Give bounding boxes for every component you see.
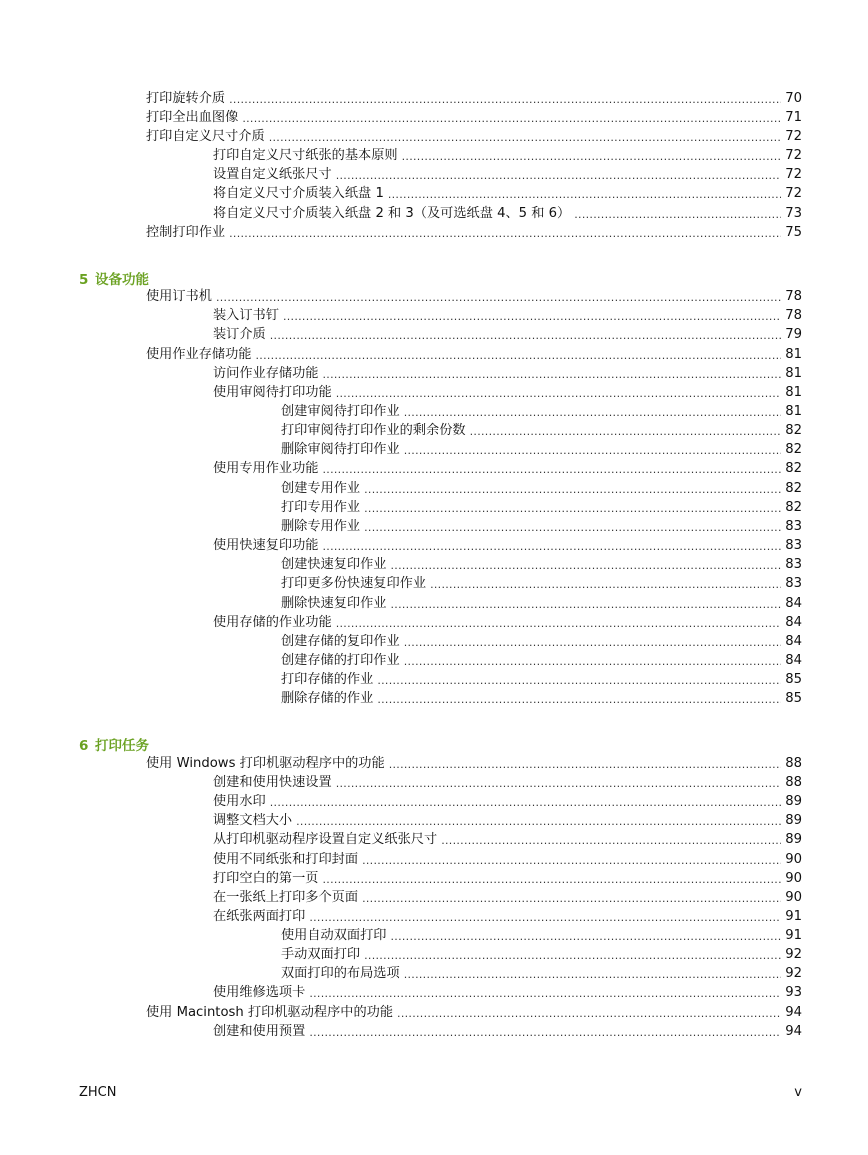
toc-entry-title: 在纸张两面打印 [213, 909, 306, 924]
toc-entry-page: 78 [785, 289, 802, 304]
toc-leader [296, 815, 781, 829]
toc-entry-page: 81 [785, 385, 802, 400]
toc-entry-title: 打印旋转介质 [146, 91, 226, 106]
toc-entry-title: 使用不同纸张和打印封面 [213, 852, 359, 867]
toc-entry-title: 从打印机驱动程序设置自定义纸张尺寸 [213, 832, 438, 847]
toc-entry-page: 72 [785, 148, 802, 163]
toc-leader [336, 777, 782, 791]
toc-entry-title: 使用水印 [213, 794, 266, 809]
toc-entry-title: 创建快速复印作业 [281, 557, 387, 572]
toc-entry[interactable] [281, 963, 802, 982]
toc-entry-page: 89 [785, 794, 802, 809]
toc-entry-title: 使用维修选项卡 [213, 985, 306, 1000]
toc-entry[interactable] [281, 944, 802, 963]
toc-leader [309, 1026, 781, 1040]
toc-entry-page: 72 [785, 129, 802, 144]
toc-entry-title: 删除存储的作业 [281, 691, 374, 706]
footer-page-number: v [794, 1085, 802, 1100]
toc-entry-page: 70 [785, 91, 802, 106]
toc-entry-title: 访问作业存储功能 [213, 366, 319, 381]
toc-entry-title: 删除专用作业 [281, 519, 361, 534]
toc-leader [270, 796, 781, 810]
toc-entry-title: 使用快速复印功能 [213, 538, 319, 553]
toc-entry-title: 设置自定义纸张尺寸 [213, 167, 332, 182]
toc-leader [362, 892, 781, 906]
toc-entry[interactable] [213, 535, 802, 554]
toc-entry-page: 94 [785, 1005, 802, 1020]
toc-entry-title: 双面打印的布局选项 [281, 966, 400, 981]
toc-entry-page: 72 [785, 186, 802, 201]
toc-entry[interactable] [213, 458, 802, 477]
toc-entry-page: 72 [785, 167, 802, 182]
toc-leader [441, 834, 781, 848]
toc-entry[interactable] [281, 573, 802, 592]
toc-entry-page: 75 [785, 225, 802, 240]
toc-entry-page: 92 [785, 947, 802, 962]
toc-leader [216, 291, 781, 305]
toc-entry-title: 调整文档大小 [213, 813, 293, 828]
toc-leader [402, 150, 782, 164]
toc-entry[interactable] [213, 183, 802, 202]
toc-entry-page: 90 [785, 852, 802, 867]
toc-entry-title: 打印空白的第一页 [213, 871, 319, 886]
toc-entry-page: 90 [785, 890, 802, 905]
toc-entry[interactable] [146, 126, 802, 145]
toc-entry[interactable] [213, 849, 802, 868]
toc-leader [430, 578, 781, 592]
toc-leader [404, 444, 782, 458]
toc-leader [391, 559, 782, 573]
toc-entry[interactable] [281, 420, 802, 439]
section-number: 5 [79, 272, 89, 288]
toc-entry-title: 使用自动双面打印 [281, 928, 387, 943]
toc-entry[interactable] [146, 222, 802, 241]
toc-entry-page: 73 [785, 206, 802, 221]
toc-entry[interactable] [281, 688, 802, 707]
toc-entry-page: 84 [785, 634, 802, 649]
toc-entry-title: 将自定义尺寸介质装入纸盘 1 [213, 186, 384, 201]
toc-entry[interactable] [213, 829, 802, 848]
toc-entry-title: 删除审阅待打印作业 [281, 442, 400, 457]
toc-entry-title: 打印存储的作业 [281, 672, 374, 687]
toc-entry-page: 90 [785, 871, 802, 886]
toc-entry-page: 88 [785, 756, 802, 771]
toc-entry-page: 83 [785, 519, 802, 534]
toc-leader [389, 758, 782, 772]
toc-entry[interactable] [213, 382, 802, 401]
toc-entry-title: 使用作业存储功能 [146, 347, 252, 362]
toc-entry[interactable] [281, 631, 802, 650]
toc-entry-title: 创建专用作业 [281, 481, 361, 496]
toc-leader [391, 598, 782, 612]
section-title: 设备功能 [95, 272, 149, 288]
toc-entry-title: 创建存储的复印作业 [281, 634, 400, 649]
section-heading-5[interactable] [79, 268, 149, 288]
toc-entry-title: 使用订书机 [146, 289, 212, 304]
toc-entry[interactable] [213, 810, 802, 829]
toc-entry-page: 83 [785, 576, 802, 591]
toc-entry-page: 79 [785, 327, 802, 342]
toc-entry[interactable] [281, 669, 802, 688]
toc-leader [323, 540, 782, 554]
toc-entry-title: 使用存储的作业功能 [213, 615, 332, 630]
toc-entry[interactable] [146, 107, 802, 126]
toc-entry-title: 删除快速复印作业 [281, 596, 387, 611]
toc-leader [323, 463, 782, 477]
toc-entry-title: 控制打印作业 [146, 225, 226, 240]
toc-entry-page: 91 [785, 909, 802, 924]
toc-entry[interactable] [281, 593, 802, 612]
toc-entry[interactable] [213, 363, 802, 382]
toc-entry[interactable] [213, 145, 802, 164]
toc-leader [256, 349, 782, 363]
toc-entry[interactable] [146, 88, 802, 107]
toc-entry-page: 89 [785, 813, 802, 828]
toc-entry-title: 在一张纸上打印多个页面 [213, 890, 359, 905]
toc-entry[interactable] [281, 401, 802, 420]
toc-entry-page: 82 [785, 461, 802, 476]
toc-entry-title: 打印自定义尺寸介质 [146, 129, 265, 144]
footer-language-code: ZHCN [79, 1085, 117, 1100]
toc-entry-page: 82 [785, 481, 802, 496]
toc-entry-title: 将自定义尺寸介质装入纸盘 2 和 3（及可选纸盘 4、5 和 6） [213, 206, 571, 221]
toc-leader [269, 131, 782, 145]
toc-entry[interactable] [213, 791, 802, 810]
toc-entry-page: 78 [785, 308, 802, 323]
toc-leader [391, 930, 782, 944]
toc-entry[interactable] [213, 305, 802, 324]
toc-entry[interactable] [213, 868, 802, 887]
toc-leader [364, 502, 781, 516]
toc-entry-title: 使用专用作业功能 [213, 461, 319, 476]
toc-leader [404, 406, 782, 420]
toc-entry-title: 打印审阅待打印作业的剩余份数 [281, 423, 466, 438]
toc-entry-page: 84 [785, 615, 802, 630]
toc-entry-page: 81 [785, 404, 802, 419]
toc-entry-title: 使用 Windows 打印机驱动程序中的功能 [146, 756, 385, 771]
toc-leader [336, 617, 782, 631]
toc-entry[interactable] [281, 439, 802, 458]
toc-entry-title: 使用审阅待打印功能 [213, 385, 332, 400]
toc-entry[interactable] [213, 982, 802, 1001]
toc-entry-page: 91 [785, 928, 802, 943]
toc-entry-title: 打印专用作业 [281, 500, 361, 515]
toc-entry[interactable] [281, 497, 802, 516]
toc-entry[interactable] [281, 554, 802, 573]
toc-entry-title: 打印自定义尺寸纸张的基本原则 [213, 148, 398, 163]
toc-entry[interactable] [213, 324, 802, 343]
section-heading-6[interactable] [79, 734, 149, 754]
toc-entry-page: 85 [785, 691, 802, 706]
toc-entry-page: 81 [785, 347, 802, 362]
toc-entry-page: 89 [785, 832, 802, 847]
toc-leader [362, 854, 781, 868]
toc-leader [377, 674, 781, 688]
toc-entry-title: 创建和使用预置 [213, 1024, 306, 1039]
toc-entry-title: 手动双面打印 [281, 947, 361, 962]
toc-entry[interactable] [213, 1021, 802, 1040]
toc-entry[interactable] [281, 650, 802, 669]
toc-leader [229, 227, 781, 241]
toc-entry[interactable] [213, 203, 802, 222]
toc-leader [364, 949, 781, 963]
toc-entry[interactable] [281, 478, 802, 497]
toc-leader [404, 636, 782, 650]
toc-entry[interactable] [213, 906, 802, 925]
toc-entry-page: 84 [785, 653, 802, 668]
toc-leader [309, 911, 781, 925]
toc-entry-title: 打印全出血图像 [146, 110, 239, 125]
section-title: 打印任务 [95, 738, 149, 754]
toc-entry-title: 使用 Macintosh 打印机驱动程序中的功能 [146, 1005, 394, 1020]
toc-entry-page: 85 [785, 672, 802, 687]
toc-entry[interactable] [213, 612, 802, 631]
toc-leader [336, 169, 782, 183]
toc-leader [309, 987, 781, 1001]
section-number: 6 [79, 738, 89, 754]
toc-entry[interactable] [281, 925, 802, 944]
toc-entry[interactable] [213, 772, 802, 791]
toc-entry-page: 82 [785, 442, 802, 457]
toc-entry[interactable] [213, 887, 802, 906]
toc-leader [574, 208, 781, 222]
toc-entry-page: 83 [785, 557, 802, 572]
toc-entry-page: 83 [785, 538, 802, 553]
toc-leader [404, 655, 782, 669]
toc-leader [283, 310, 781, 324]
toc-entry-page: 81 [785, 366, 802, 381]
toc-entry-page: 88 [785, 775, 802, 790]
toc-entry-title: 创建存储的打印作业 [281, 653, 400, 668]
toc-entry-title: 打印更多份快速复印作业 [281, 576, 427, 591]
toc-leader [377, 693, 781, 707]
toc-entry[interactable] [146, 1002, 802, 1021]
toc-leader [397, 1007, 781, 1021]
toc-entry-page: 92 [785, 966, 802, 981]
toc-leader [229, 93, 781, 107]
toc-leader [336, 387, 782, 401]
toc-leader [270, 329, 781, 343]
toc-leader [323, 873, 782, 887]
toc-entry-page: 82 [785, 423, 802, 438]
toc-leader [323, 368, 782, 382]
toc-leader [404, 968, 782, 982]
toc-entry-page: 94 [785, 1024, 802, 1039]
toc-entry-title: 创建和使用快速设置 [213, 775, 332, 790]
toc-entry[interactable] [281, 516, 802, 535]
toc-leader [470, 425, 782, 439]
toc-entry-title: 装订介质 [213, 327, 266, 342]
toc-entry-page: 93 [785, 985, 802, 1000]
toc-entry-page: 71 [785, 110, 802, 125]
toc-entry-title: 创建审阅待打印作业 [281, 404, 400, 419]
toc-leader [242, 112, 781, 126]
toc-entry[interactable] [213, 164, 802, 183]
toc-leader [388, 188, 781, 202]
toc-entry[interactable] [146, 286, 802, 305]
toc-leader [364, 483, 781, 497]
toc-entry[interactable] [146, 344, 802, 363]
toc-entry[interactable] [146, 753, 802, 772]
toc-entry-title: 装入订书钉 [213, 308, 279, 323]
toc-leader [364, 521, 781, 535]
toc-entry-page: 84 [785, 596, 802, 611]
toc-entry-page: 82 [785, 500, 802, 515]
